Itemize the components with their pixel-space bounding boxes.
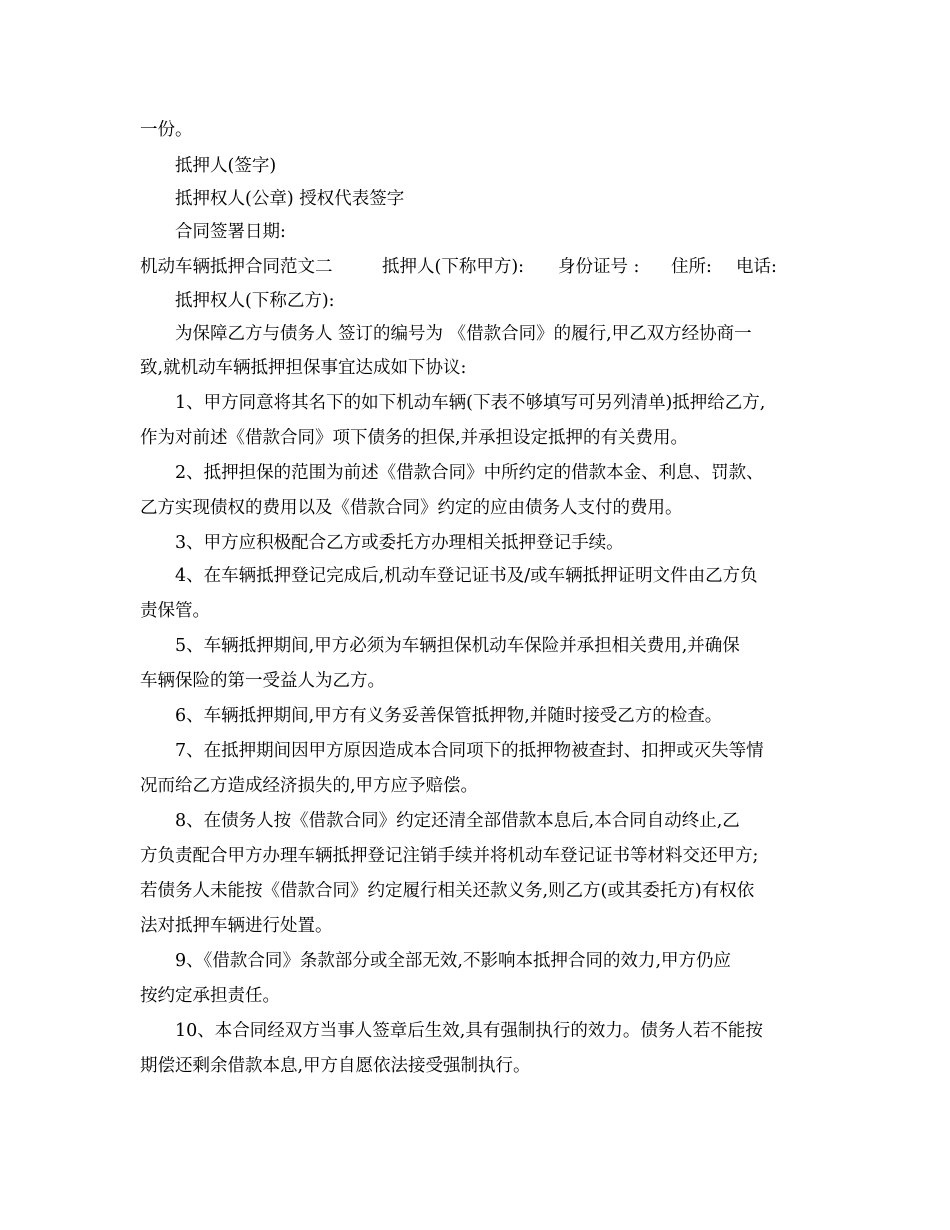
text-line: 法对抵押车辆进行处置。 <box>140 916 333 936</box>
text-line: 致,就机动车辆抵押担保事宜达成如下协议: <box>140 358 467 378</box>
text-line: 9、《借款合同》条款部分或全部无效,不影响本抵押合同的效力,甲方仍应 <box>175 951 732 971</box>
text-line: 抵押人(签字) <box>175 156 277 176</box>
text-line: 为保障乙方与债务人 签订的编号为 《借款合同》的履行,甲乙双方经协商一 <box>175 324 752 344</box>
text-line: 抵押权人(公章) 授权代表签字 <box>175 189 405 209</box>
text-line: 方负责配合甲方办理车辆抵押登记注销手续并将机动车登记证书等材料交还甲方; <box>140 846 759 866</box>
text-line: 车辆保险的第一受益人为乙方。 <box>140 671 385 691</box>
text-line: 1、甲方同意将其名下的如下机动车辆(下表不够填写可另列清单)抵押给乙方, <box>175 393 766 413</box>
text-line: 按约定承担责任。 <box>140 986 280 1006</box>
text-line: 若债务人未能按《借款合同》约定履行相关还款义务,则乙方(或其委托方)有权依 <box>140 881 755 901</box>
text-line: 作为对前述《借款合同》项下债务的担保,并承担设定抵押的有关费用。 <box>140 428 689 448</box>
text-line: 2、抵押担保的范围为前述《借款合同》中所约定的借款本金、利息、罚款、 <box>175 463 764 483</box>
text-line: 抵押权人(下称乙方): <box>175 291 335 311</box>
text-line: 况而给乙方造成经济损失的,甲方应予赔偿。 <box>140 776 479 796</box>
contract-title: 机动车辆抵押合同范文二 <box>140 257 333 277</box>
text-line: 4、在车辆抵押登记完成后,机动车登记证书及/或车辆抵押证明文件由乙方负 <box>175 566 758 586</box>
text-line: 合同签署日期: <box>175 222 286 242</box>
text-line: 5、车辆抵押期间,甲方必须为车辆担保机动车保险并承担相关费用,并确保 <box>175 636 740 656</box>
text-line: 乙方实现债权的费用以及《借款合同》约定的应由债务人支付的费用。 <box>140 498 683 518</box>
text-line: 10、本合同经双方当事人签章后生效,具有强制执行的效力。债务人若不能按 <box>175 1021 763 1041</box>
text-line: 6、车辆抵押期间,甲方有义务妥善保管抵押物,并随时接受乙方的检查。 <box>175 706 723 726</box>
phone-label: 电话: <box>736 257 777 277</box>
mortgagor-label: 抵押人(下称甲方): <box>382 257 525 277</box>
text-line: 责保管。 <box>140 601 210 621</box>
address-label: 住所: <box>671 257 712 277</box>
text-line: 一份。 <box>140 120 193 140</box>
text-line: 3、甲方应积极配合乙方或委托方办理相关抵押登记手续。 <box>175 533 624 553</box>
text-line: 8、在债务人按《借款合同》约定还清全部借款本息后,本合同自动终止,乙 <box>175 811 740 831</box>
id-number-label: 身份证号 : <box>558 257 640 277</box>
text-line: 7、在抵押期间因甲方原因造成本合同项下的抵押物被查封、扣押或灭失等情 <box>175 741 764 761</box>
text-line: 期偿还剩余借款本息,甲方自愿依法接受强制执行。 <box>140 1056 531 1076</box>
